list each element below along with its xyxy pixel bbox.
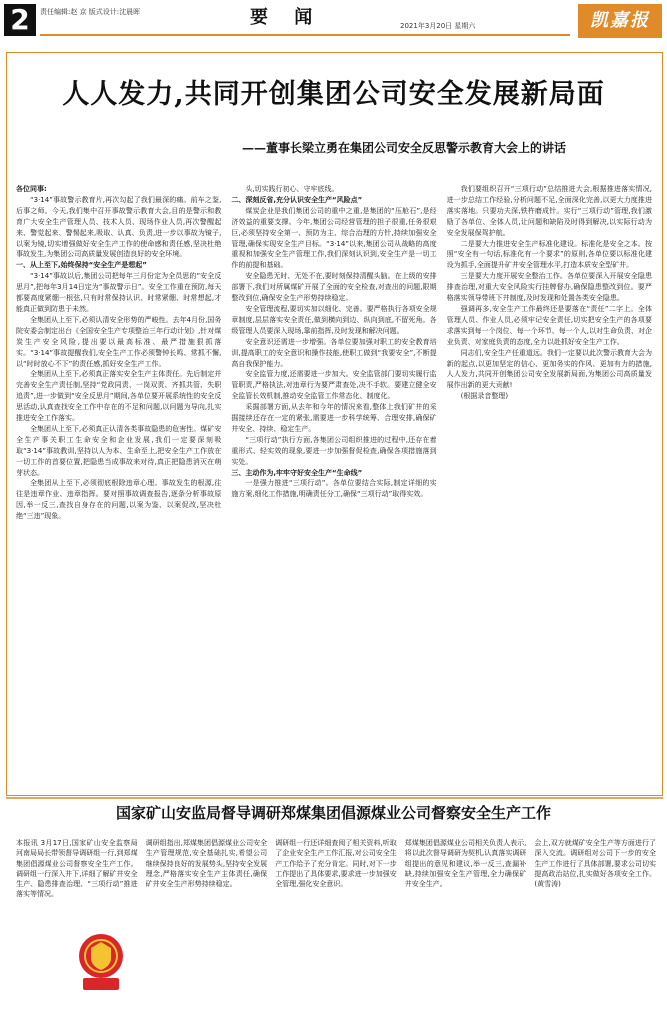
article-paragraph: 安全管理流程,要切实加以细化、完善。要严格执行各项安全规章制度,层层落实安全责任,做到横向到边、纵向到底,不留死角。各级管理人员要深入现场,靠前指挥,及时发现和解决问题。: [231, 304, 437, 335]
article-column: [16, 184, 221, 764]
second-headline: 国家矿山安监局督导调研郑煤集团倡源煤业公司督察安全生产工作: [115, 804, 551, 822]
header-rule: [40, 34, 570, 36]
article-paragraph: 一是强力推进“三项行动”。各单位要结合实际,制定详细的实施方案,细化工作措施,明确责任分工,确保“三项行动”取得实效。: [231, 479, 437, 499]
article-subheading: 一、从上至下,始终保持“安全生产是想起”: [16, 261, 147, 270]
editor-credits: 责任编辑:赵 京 版式设计:沈晨晖: [40, 8, 141, 16]
lead-article-body: [16, 184, 652, 764]
section-title: 要 闻: [250, 7, 323, 28]
date-line: 2021年3月20日 星期六: [400, 22, 476, 30]
safety-emblem-icon: [77, 930, 125, 994]
article-paragraph: 头,切实践行初心、守牢底线。: [245, 185, 339, 193]
article-paragraph: “3·14”事故以后,集团公司把每年三月份定为全员思的“安全反思月”,把每年3月14日定为“事故警示日”。安全工作重在预防,每天都要高度紧绷一根弦,只有时常保持认识、时常紧绷、时常想起,才能真正做到防患于未然。: [16, 272, 222, 313]
article-subheading: 各位同事:: [16, 185, 47, 193]
article-paragraph: 同志们,安全生产任重道远。我们一定要以此次警示教育大会为新的起点,以更加坚定的信心、更加务实的作风、更加有力的措施,人人发力,共同开创集团公司安全发展新局面,为集团公司高质量发展作出新的更大贡献!: [446, 348, 652, 390]
article-paragraph: 煤炭企业是我们集团公司的重中之重,是集团的“压舱石”,是经济效益的重要支撑。今年,集团公司经营管理的担子很重,任务很艰巨,必须坚持安全第一、预防为主、综合治理的方针,持续加强安全管理,确保实现安全生产目标。“3·14”以来,集团公司从战略的高度重视和加强安全生产管理工作,我们深刻认识到,安全生产是一切工作的前提和基础。: [231, 206, 437, 270]
article-column: 会上,双方就煤矿安全生产等方面进行了深入交流。调研组对公司下一步的安全生产工作进行了具体部署,要求公司切实提高政治站位,扎实做好各项安全工作。(黄雪涛): [534, 839, 656, 889]
article-column: [231, 184, 436, 764]
article-column: [447, 184, 652, 764]
page-number: 2: [4, 4, 36, 36]
article-subheading: 二、深刻反省,充分认识安全生产“风险点”: [231, 195, 363, 204]
lead-headline: 人人发力,共同开创集团公司安全发展新局面: [62, 79, 605, 110]
article-paragraph: 安全监管力度,还需要进一步加大。安全监管部门要切实履行监管职责,严格执法,对违章行为要严肃查处,决不手软。要建立健全安全监管长效机制,推动安全监管工作常态化、制度化。: [231, 370, 437, 401]
article-paragraph: “3·14”事故警示教育片,再次勾起了我们最深的痛。前车之鉴,后事之师。今天,我们集中召开事故警示教育大会,目的是警示和教育广大安全生产管理人员、技术人员、现场作业人员,再次警醒起来、警觉起来、警惕起来,吸取、认真、负责,进一步以事故为镜子,以案为镜,切实增强做好安全生产工作的使命感和责任感,坚决杜绝事故发生,为集团公司高质量发展创造良好的安全环境。: [16, 195, 222, 259]
article-paragraph: 全集团从上至下,必须真正落实安全生产主体责任。先后制定并完善安全生产责任制,坚持“党政同责、一岗双责、齐抓共管、失职追责”,进一步做到“安全反思月”期间,各单位要开展系统性的安全反思活动,认真查找安全工作中存在的不足和问题,以问题为导向,扎实推进安全工作落实。: [16, 370, 222, 423]
article-column: 郑煤集团倡源煤业公司相关负责人表示,将以此次督导调研为契机,认真落实调研组提出的意见和建议,举一反三,查漏补缺,持续加强安全生产管理,全力确保矿井安全生产。: [404, 839, 527, 889]
article-paragraph: “三项行动”执行方面,各集团公司组织推进的过程中,还存在着重形式、轻实效的现象,要进一步加强督促检查,确保各项措施落到实处。: [231, 435, 437, 466]
newspaper-logo: 凯嘉报: [578, 4, 662, 38]
lead-subtitle: ——董事长梁立勇在集团公司安全反思警示教育大会上的讲话: [241, 141, 566, 155]
article-column: 调研组指出,郑煤集团倡源煤业公司安全生产管理规范,安全基础扎实,希望公司继续保持良好的发展势头,坚持安全发展理念,严格落实安全生产主体责任,确保矿井安全生产形势持续稳定。: [145, 839, 268, 889]
article-paragraph: 二是要大力推进安全生产标准化建设。标准化是安全之本。按照“安全有一句话,标准化有一个要求”的原则,各单位要以标准化建设为抓手,全面提升矿井安全管理水平,打造本质安全型矿井。: [446, 239, 652, 270]
article-paragraph: 全集团从上至下,必须认清安全形势的严峻性。去年4月份,国务院安委会制定出台《全国安全生产专项整治三年行动计划》,针对煤炭生产安全风险,提出要以最高标准、最严措施狠抓落实。“3·14”事故提醒我们,安全生产工作必须警钟长鸣、常抓不懈,以“时时放心不下”的责任感,抓好安全生产工作。: [16, 315, 222, 368]
article-column: 本报讯 3月17日,国家矿山安全监察局河南局局长带领督导调研组一行,到郑煤集团倡源煤业公司督察安全生产工作。调研组一行深入井下,详细了解矿井安全生产、隐患排查治理、“三项行动”推进落实等情况。: [16, 839, 138, 899]
article-paragraph: 全集团从上至下,必须真正认清各类事故隐患的危害性。煤矿安全生产事关职工生命安全和企业发展,我们一定要深刻吸取“3·14”事故教训,坚持以人为本、生命至上,把安全生产工作放在一切工作的首要位置,把隐患当成事故来对待,真正把隐患消灭在萌芽状态。: [16, 424, 222, 477]
article-subheading: 三、主动作为,牢牢守好安全生产“生命线”: [231, 468, 363, 477]
article-column: 调研组一行还详细查阅了相关资料,听取了企业安全生产工作汇报,对公司安全生产工作给予了充分肯定。同时,对下一步工作提出了具体要求,要求进一步加强安全管理,强化安全意识。: [275, 839, 397, 889]
article-paragraph: 强调再多,安全生产工作最终还是要落在“责任”二字上。全体管理人员、作业人员,必须牢记安全责任,切实把安全生产的各项要求落实到每一个岗位、每一个环节、每一个人,以对生命负责、对企业负责、对家庭负责的态度,全力以赴抓好安全生产工作。: [446, 304, 652, 346]
section-divider: [6, 794, 663, 802]
article-paragraph: 安全意识还需进一步增强。各单位要加强对职工的安全教育培训,提高职工的安全意识和操作技能,使职工做到“我要安全”,不断提高自我保护能力。: [231, 337, 437, 368]
article-paragraph: (根据录音整理): [460, 392, 509, 401]
article-paragraph: 安全隐患无时、无处不在,要时刻保持清醒头脑。在上级的安排部署下,我们对所属煤矿开展了全面的安全检查,对查出的问题,限期整改到位,确保安全生产形势持续稳定。: [231, 272, 437, 303]
article-paragraph: 全集团从上至下,必须彻底根除违章心理。事故发生的根源,往往是违章作业、违章指挥。要对照事故调查报告,逐条分析事故原因,举一反三,查找自身存在的问题,以案为鉴、以案促改,坚决杜绝“三违”现象。: [16, 479, 222, 521]
article-paragraph: 三是要大力度开展安全整治工作。各单位要深入开展安全隐患排查治理,对重大安全风险实行挂牌督办,确保隐患整改到位。要严格落实领导带班下井制度,及时发现和处置各类安全隐患。: [446, 272, 652, 303]
article-paragraph: 我们要组织召开“三项行动”总结推进大会,根据推进落实情况,进一步总结工作经验,分析问题不足,全面深化完善,以更大力度推进落实落地。只要功夫深,铁杵磨成针。实行“三项行动”管理,我们激励了各单位、全体人员,让问题和缺陷及时得到解决,以实际行动为安全发展保驾护航。: [446, 185, 652, 237]
page-header: [0, 0, 667, 40]
article-paragraph: 采掘部署方面,从去年和今年的情况来看,整体上我们矿井的采掘接续还存在一定的紧张,需要进一步科学统筹、合理安排,确保矿井安全、持续、稳定生产。: [231, 403, 437, 433]
